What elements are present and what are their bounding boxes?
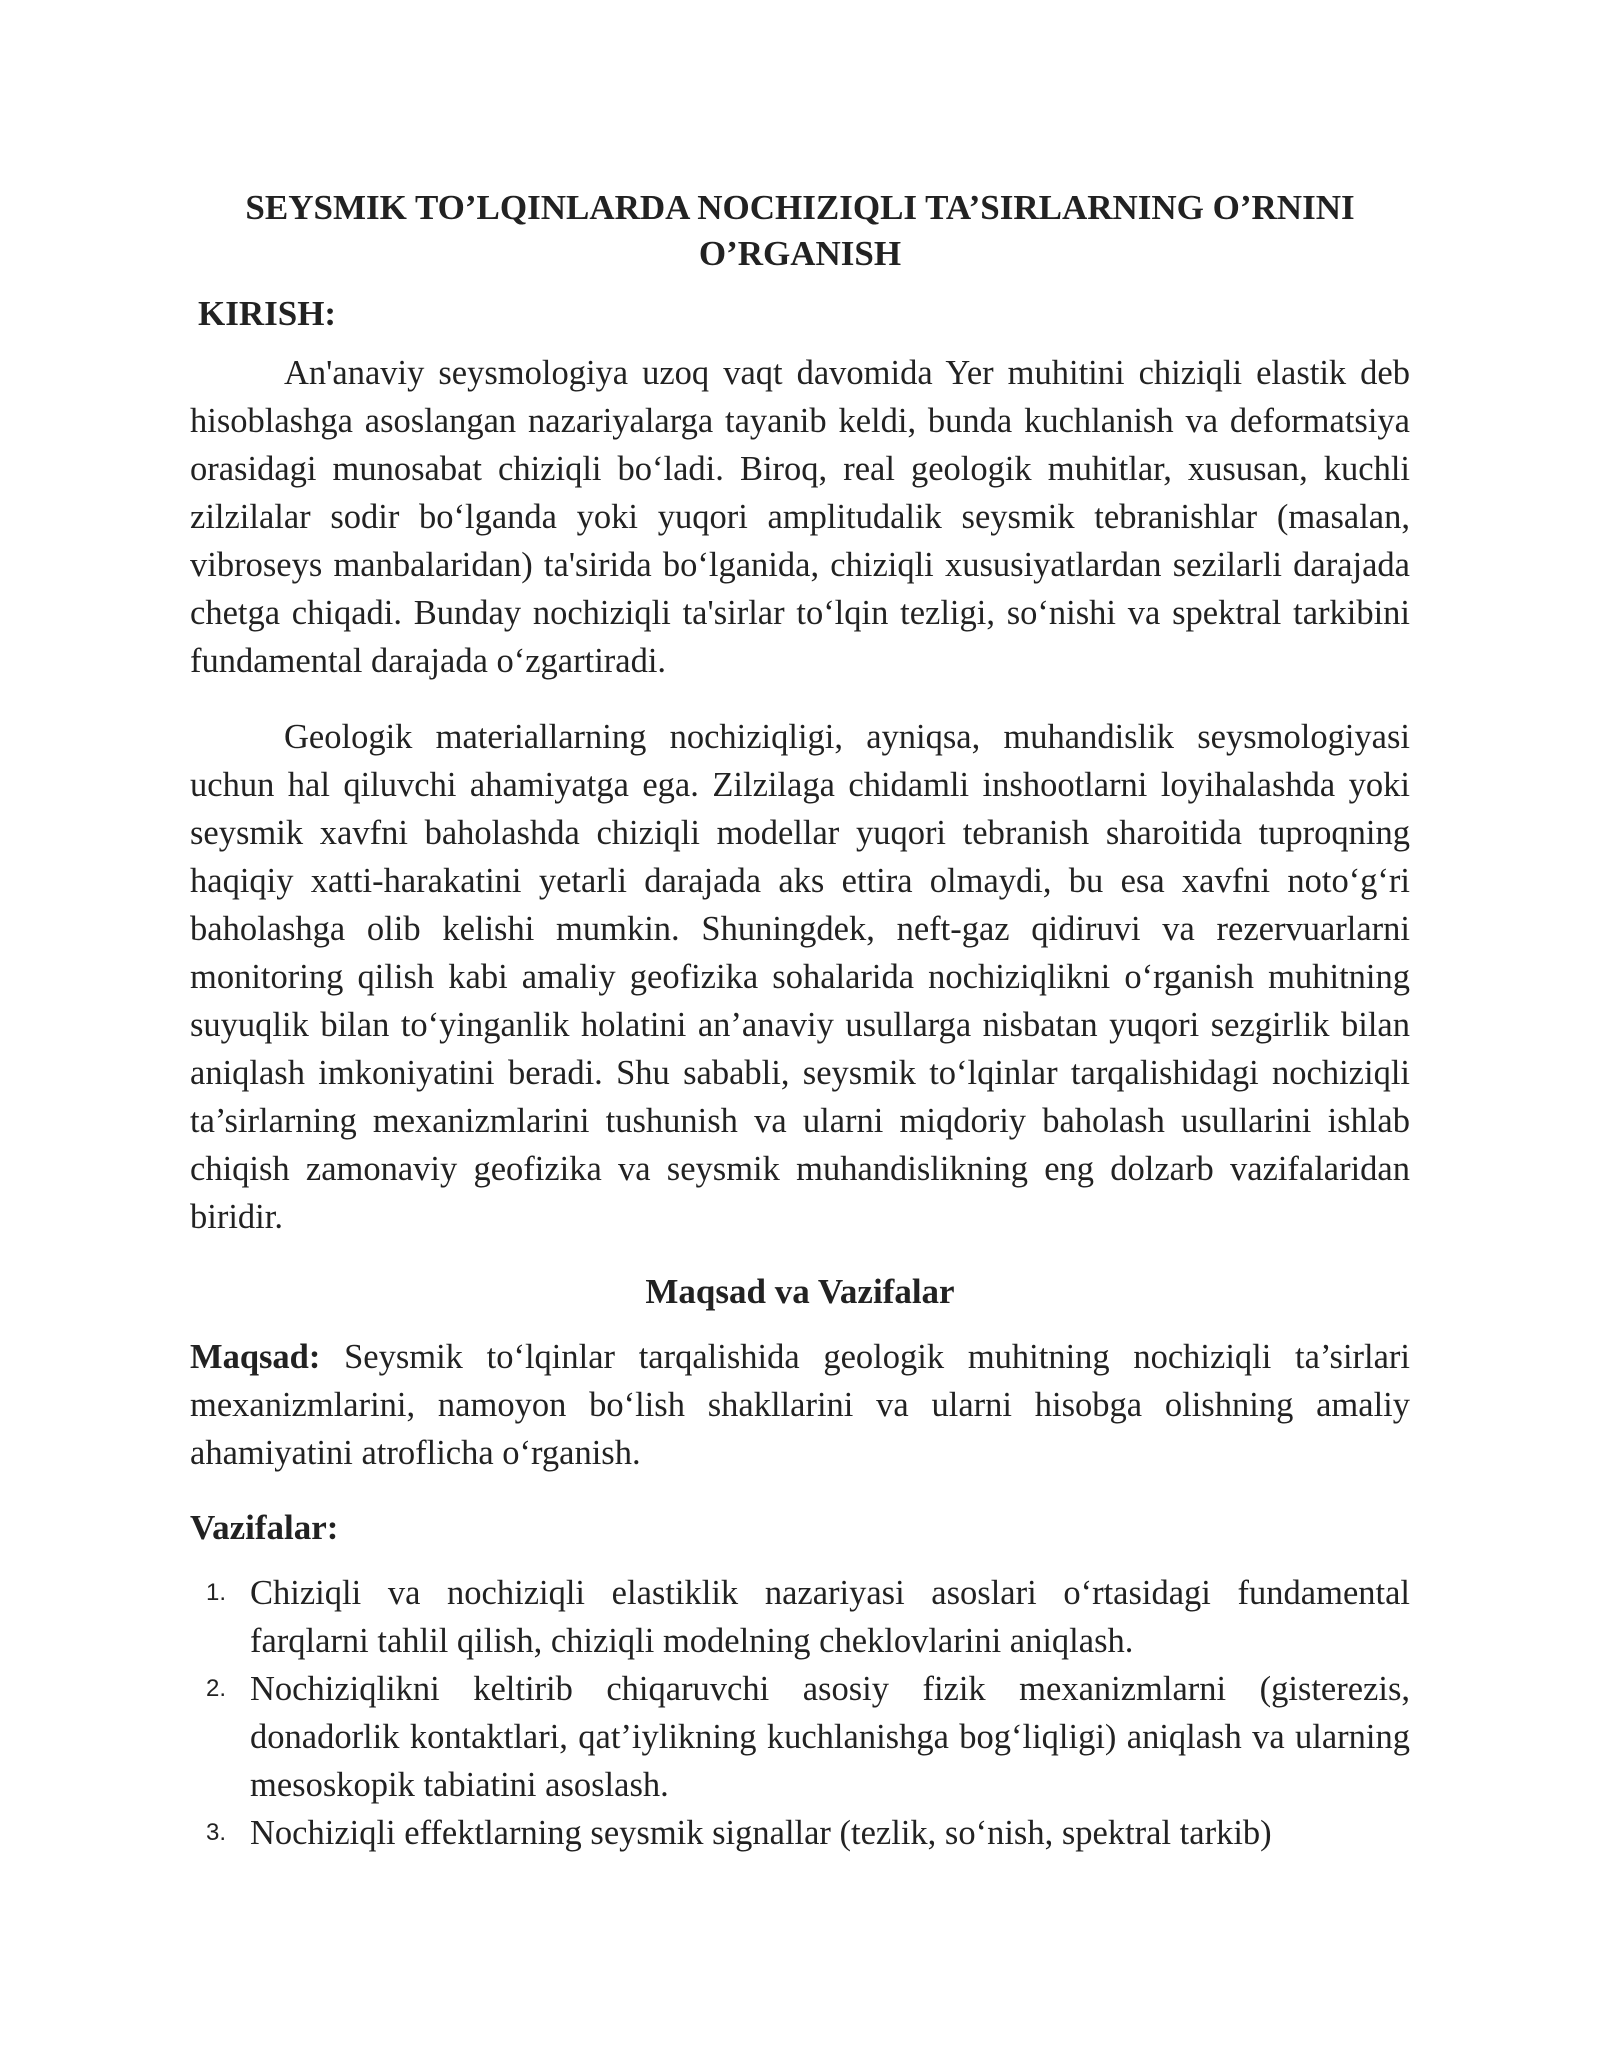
task-text: Nochiziqli effektlarning seysmik signallar (tezlik, so‘nish, spektral tarkib) — [250, 1814, 1272, 1852]
task-number: 3. — [206, 1819, 227, 1846]
intro-paragraph-1: An'anaviy seysmologiya uzoq vaqt davomida Yer muhitini chiziqli elastik deb hisoblashga asoslangan nazariyalarga tayanib keldi, bunda kuchlanish va deformatsiya orasidagi munosabat chiziqli bo‘ladi. Biroq, real geologik muhitlar, xususan, kuchli zilzilalar sodir bo‘lganda yoki yuqori amplitudalik seysmik tebranishlar (masalan, vibroseys manbalaridan) ta'sirida bo‘lganida, chiziqli xususiyatlardan sezilarli darajada chetga chiqadi. Bunday nochiziqli ta'sirlar to‘lqin tezligi, so‘nishi va spektral tarkibini fundamental darajada o‘zgartiradi. — [190, 354, 1410, 680]
intro-paragraph-2: Geologik materiallarning nochiziqligi, ayniqsa, muhandislik seysmologiyasi uchun hal qiluvchi ahamiyatga ega. Zilzilaga chidamli inshootlarni loyihalashda yoki seysmik xavfni baholashda chiziqli modellar yuqori tebranish sharoitida tuproqning haqiqiy xatti-harakatini yetarli darajada aks ettira olmaydi, bu esa xavfni noto‘g‘ri baholashga olib kelishi mumkin. Shuningdek, neft-gaz qidiruvi va rezervuarlarni monitoring qilish kabi amaliy geofizika sohalarida nochiziqlikni o‘rganish muhitning suyuqlik bilan to‘yinganlik holatini an’anaviy usullarga nisbatan yuqori sezgirlik bilan aniqlash imkoniyatini beradi. Shu sababli, seysmik to‘lqinlar tarqalishidagi nochiziqli ta’sirlarning mexanizmlarini tushunish va ularni miqdoriy baholash usullarini ishlab chiqish zamonaviy geofizika va seysmik muhandislikning eng dolzarb vazifalaridan biridir. — [190, 718, 1410, 1236]
tasks-heading: Vazifalar: — [190, 1508, 339, 1547]
task-list — [190, 1569, 1410, 1857]
task-item — [190, 1665, 1410, 1809]
document-title — [190, 185, 1410, 277]
goal-paragraph — [190, 1333, 1410, 1477]
intro-heading: KIRISH: — [198, 294, 337, 333]
task-number: 2. — [206, 1675, 227, 1702]
goal-label: Maqsad: — [190, 1338, 321, 1376]
goals-heading: Maqsad va Vazifalar — [645, 1272, 955, 1311]
document-page — [190, 185, 1410, 1857]
task-text: Chiziqli va nochiziqli elastiklik nazariyasi asoslari o‘rtasidagi fundamental farqlarni tahlil qilish, chiziqli modelning cheklovlarini aniqlash. — [250, 1574, 1410, 1660]
title-line-1: SEYSMIK TO’LQINLARDA NOCHIZIQLI TA’SIRLARNING O’RNINI — [245, 188, 1355, 227]
task-item — [190, 1569, 1410, 1665]
title-line-2: O’RGANISH — [698, 234, 902, 273]
task-text: Nochiziqlikni keltirib chiqaruvchi asosiy fizik mexanizmlarni (gisterezis, donadorlik kontaktlari, qat’iylikning kuchlanishga bog‘liqligi) aniqlash va ularning mesoskopik tabiatini asoslash. — [250, 1670, 1410, 1804]
goal-text: Seysmik to‘lqinlar tarqalishida geologik muhitning nochiziqli ta’sirlari mexanizmlarini, namoyon bo‘lish shakllarini va ularni hisobga olishning amaliy ahamiyatini atroflicha o‘rganish. — [190, 1338, 1410, 1472]
task-item — [190, 1809, 1410, 1857]
task-number: 1. — [206, 1579, 227, 1606]
